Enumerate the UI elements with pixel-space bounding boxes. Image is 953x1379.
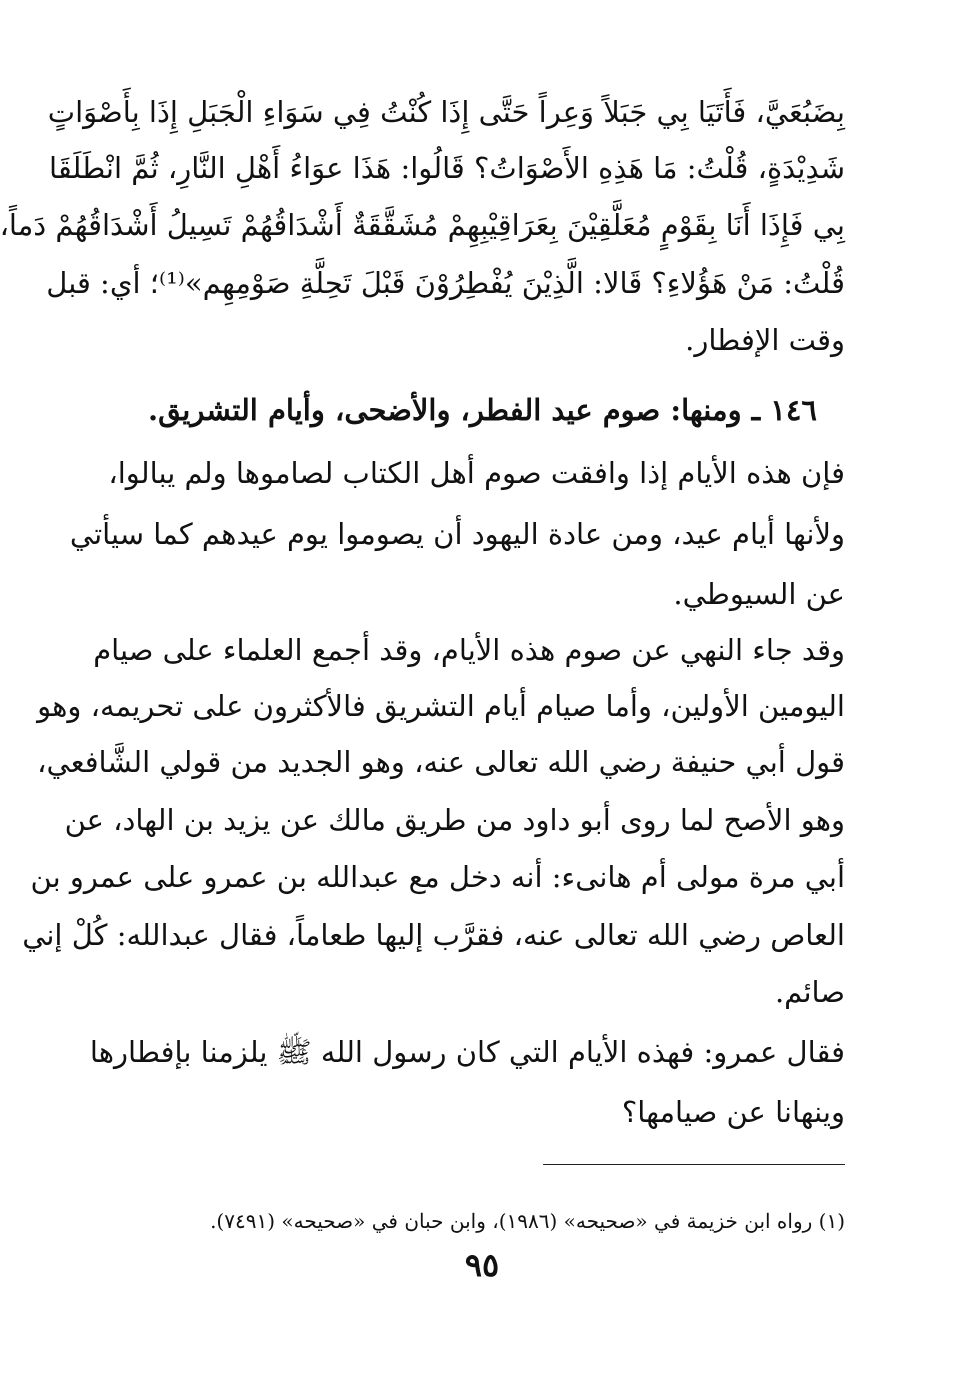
text-line: ولأنها أيام عيد، ومن عادة اليهود أن يصوموا يوم عيدهم كما سيأتي (69, 517, 845, 551)
footnote-1: (١) رواه ابن خزيمة في «صحيحه» (١٩٨٦)، وابن حبان في «صحيحه» (٧٤٩١). (210, 1209, 845, 1233)
text-line: وهو الأصح لما روى أبو داود من طريق مالك عن يزيد بن الهاد، عن (64, 803, 845, 837)
footnote-separator (543, 1164, 845, 1165)
text-line: فقال عمرو: فهذه الأيام التي كان رسول الله ﷺ يلزمنا بإفطارها (89, 1035, 845, 1069)
text-line: اليومين الأولين، وأما صيام أيام التشريق فالأكثرون على تحريمه، وهو (37, 689, 845, 723)
text-line: وينهانا عن صيامها؟ (621, 1095, 845, 1129)
text-line: العاص رضي الله تعالى عنه، فقرَّب إليها طعاماً، فقال عبدالله: كُلْ إني (22, 918, 845, 952)
section-heading: ١٤٦ ـ ومنها: صوم عيد الفطر، والأضحى، وأيام التشريق. (147, 393, 818, 427)
text-line: بِضَبُعَيَّ، فَأَتَيَا بِي جَبَلاً وَعِراً حَتَّى إِذَا كُنْتُ فِي سَوَاءِ الْجَبَلِ إِذَا بِأَصْوَاتٍ (47, 95, 845, 129)
text-line: أبي مرة مولى أم هانىء: أنه دخل مع عبدالله بن عمرو على عمرو بن (30, 860, 845, 894)
text-line: شَدِيْدَةٍ، قُلْتُ: مَا هَذِهِ الأَصْوَاتُ؟ قَالُوا: هَذَا عوَاءُ أَهْلِ النَّارِ، ثُمَّ انْطَلَقَا (49, 151, 845, 185)
page-number: ٩٥ (464, 1246, 500, 1284)
text-line: قول أبي حنيفة رضي الله تعالى عنه، وهو الجديد من قولي الشَّافعي، (37, 745, 845, 779)
text-line: فإن هذه الأيام إذا وافقت صوم أهل الكتاب لصاموها ولم يبالوا، (108, 456, 845, 490)
text-line: صائم. (774, 975, 845, 1009)
text-line: عن السيوطي. (673, 577, 845, 611)
text-line: قُلْتُ: مَنْ هَؤُلاءِ؟ قَالا: الَّذِيْنَ يُفْطِرُوْنَ قَبْلَ تَحِلَّةِ صَوْمِهِم»⁽¹⁾؛ أي: قبل (46, 266, 845, 300)
text-line: وقت الإفطار. (685, 323, 845, 357)
text-line: بِي فَإِذَا أَنَا بِقَوْمٍ مُعَلَّقِيْنَ بِعَرَاقِيْبِهِمْ مُشَقَّقَةٌ أَشْدَاقُهُمْ تَسِيلُ أَشْدَاقُهُمْ دَماً، (0, 208, 845, 242)
text-line: وقد جاء النهي عن صوم هذه الأيام، وقد أجمع العلماء على صيام (93, 633, 845, 667)
